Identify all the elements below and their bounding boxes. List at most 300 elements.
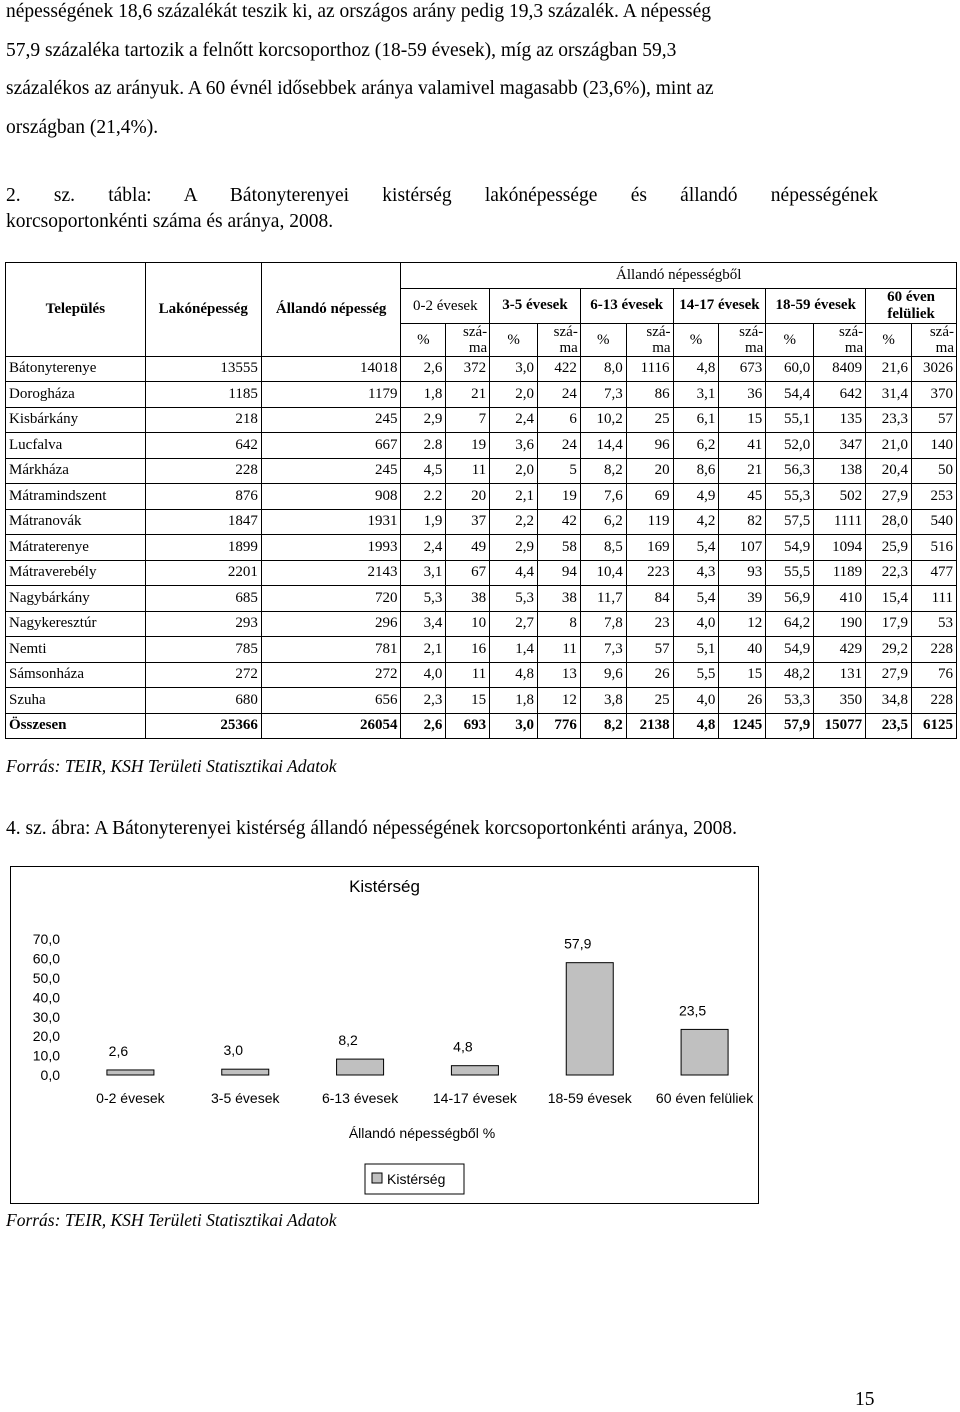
table-cell: 57 xyxy=(912,407,957,433)
table-cell: 138 xyxy=(814,458,866,484)
header-group: Állandó népességből xyxy=(401,263,957,289)
table-cell: 135 xyxy=(814,407,866,433)
table-cell: 656 xyxy=(261,688,401,714)
category-label: 18-59 évesek xyxy=(547,1090,632,1106)
table-cell: 8,2 xyxy=(580,713,626,739)
table-cell: 223 xyxy=(626,560,673,586)
header-percent: % xyxy=(580,323,626,356)
table-cell: 12 xyxy=(719,611,766,637)
table-cell: 6,2 xyxy=(673,433,719,459)
table-cell: 272 xyxy=(145,662,261,688)
table-cell: 4,4 xyxy=(490,560,538,586)
table-caption-line: korcsoportonkénti száma és aránya, 2008. xyxy=(6,211,334,232)
header-telepules: Település xyxy=(6,263,146,357)
table-cell: 6,1 xyxy=(673,407,719,433)
table-cell: 4,9 xyxy=(673,484,719,510)
table-cell: 1111 xyxy=(814,509,866,535)
table-cell: 642 xyxy=(814,382,866,408)
table-cell: 54,4 xyxy=(766,382,814,408)
bar xyxy=(337,1059,384,1075)
table-cell: 7,3 xyxy=(580,382,626,408)
table-cell: 31,4 xyxy=(866,382,912,408)
table-row xyxy=(6,688,957,714)
table-cell: 516 xyxy=(912,535,957,561)
table-cell: 11 xyxy=(538,637,581,663)
table-cell: 54,9 xyxy=(766,637,814,663)
data-label: 23,5 xyxy=(678,1002,707,1019)
header-szama: szá- ma xyxy=(626,323,673,356)
table-cell: 24 xyxy=(538,433,581,459)
table-cell: 1,8 xyxy=(490,688,538,714)
table-cell: 3,8 xyxy=(580,688,626,714)
table-cell: 10,2 xyxy=(580,407,626,433)
table-cell: 245 xyxy=(261,458,401,484)
settlement-name: Dorogháza xyxy=(6,382,146,408)
table-cell: 53 xyxy=(912,611,957,637)
table-cell: 8 xyxy=(538,611,581,637)
table-cell: 1899 xyxy=(145,535,261,561)
table-cell: 2201 xyxy=(145,560,261,586)
table-row xyxy=(6,509,957,535)
header-row xyxy=(6,263,957,289)
table-cell: 84 xyxy=(626,586,673,612)
table-cell: 15,4 xyxy=(866,586,912,612)
table-row xyxy=(6,458,957,484)
table-cell: 57,9 xyxy=(766,713,814,739)
table-cell: 57 xyxy=(626,637,673,663)
table-cell: 7 xyxy=(446,407,490,433)
table-cell: 55,5 xyxy=(766,560,814,586)
table-cell: 667 xyxy=(261,433,401,459)
intro-line: százalékos az arányuk. A 60 évnél idősebbek aránya valamivel magasabb (23,6%), mint az xyxy=(6,78,714,99)
table-cell: 23,5 xyxy=(866,713,912,739)
table-cell: 10 xyxy=(446,611,490,637)
table-cell: 7,3 xyxy=(580,637,626,663)
table-cell: 12 xyxy=(538,688,581,714)
y-tick-label: 60,0 xyxy=(32,950,60,967)
settlement-name: Mátraverebély xyxy=(6,560,146,586)
table-cell: 15077 xyxy=(814,713,866,739)
table-cell: 776 xyxy=(538,713,581,739)
table-cell: 15 xyxy=(719,407,766,433)
table-cell: 25 xyxy=(626,688,673,714)
bar xyxy=(681,1029,728,1075)
category-label: 3-5 évesek xyxy=(211,1090,280,1106)
table-cell: 21,6 xyxy=(866,356,912,382)
table-cell: 3,0 xyxy=(490,713,538,739)
table-cell: 48,2 xyxy=(766,662,814,688)
table-cell: 2,1 xyxy=(490,484,538,510)
table-cell: 4,0 xyxy=(401,662,446,688)
table-cell: 21 xyxy=(446,382,490,408)
table-cell: 9,6 xyxy=(580,662,626,688)
table-cell: 131 xyxy=(814,662,866,688)
table-cell: 4,8 xyxy=(673,713,719,739)
table-cell: 1993 xyxy=(261,535,401,561)
table-cell: 5,3 xyxy=(490,586,538,612)
table-cell: 50 xyxy=(912,458,957,484)
header-lakonepesseg: Lakónépesség xyxy=(145,263,261,357)
table-cell: 42 xyxy=(538,509,581,535)
table-cell: 4,0 xyxy=(673,688,719,714)
header-age-group: 0-2 évesek xyxy=(401,288,490,323)
table-cell: 347 xyxy=(814,433,866,459)
table-cell: 20 xyxy=(446,484,490,510)
table-row xyxy=(6,484,957,510)
header-percent: % xyxy=(766,323,814,356)
table-cell: 28,0 xyxy=(866,509,912,535)
table-cell: 107 xyxy=(719,535,766,561)
table-cell: 11 xyxy=(446,662,490,688)
table-cell: 422 xyxy=(538,356,581,382)
y-tick-label: 20,0 xyxy=(32,1028,60,1045)
category-label: 0-2 évesek xyxy=(96,1090,165,1106)
table-row xyxy=(6,407,957,433)
table-cell: 8409 xyxy=(814,356,866,382)
table-cell: 19 xyxy=(446,433,490,459)
table-cell: 350 xyxy=(814,688,866,714)
table-source: Forrás: TEIR, KSH Területi Statisztikai Adatok xyxy=(6,756,337,776)
table-cell: 2.2 xyxy=(401,484,446,510)
table-cell: 58 xyxy=(538,535,581,561)
table-cell: 56,9 xyxy=(766,586,814,612)
table-cell: 2143 xyxy=(261,560,401,586)
table-cell: 55,3 xyxy=(766,484,814,510)
table-cell: 4,0 xyxy=(673,611,719,637)
table-cell: 3,1 xyxy=(401,560,446,586)
table-cell: 272 xyxy=(261,662,401,688)
table-cell: 372 xyxy=(446,356,490,382)
table-cell: 720 xyxy=(261,586,401,612)
table-cell: 908 xyxy=(261,484,401,510)
table-cell: 26054 xyxy=(261,713,401,739)
settlement-name: Szuha xyxy=(6,688,146,714)
table-cell: 67 xyxy=(446,560,490,586)
table-cell: 685 xyxy=(145,586,261,612)
bar xyxy=(451,1066,498,1075)
legend-label: Kistérség xyxy=(387,1171,446,1187)
table-row xyxy=(6,356,957,382)
header-percent: % xyxy=(673,323,719,356)
table-caption xyxy=(6,183,878,235)
table-cell: 13555 xyxy=(145,356,261,382)
table-cell: 642 xyxy=(145,433,261,459)
table-cell: 190 xyxy=(814,611,866,637)
table-caption-line: 2. sz. tábla: A Bátonyterenyei kistérség lakónépessége és állandó népességének xyxy=(6,185,878,206)
table-cell: 69 xyxy=(626,484,673,510)
table-cell: 23 xyxy=(626,611,673,637)
bar-chart xyxy=(11,867,758,1203)
data-label: 2,6 xyxy=(108,1042,129,1059)
table-cell: 64,2 xyxy=(766,611,814,637)
chart-area xyxy=(10,866,759,1204)
table-cell: 5,3 xyxy=(401,586,446,612)
table-cell: 60,0 xyxy=(766,356,814,382)
table-cell: 5,1 xyxy=(673,637,719,663)
header-age-group: 18-59 évesek xyxy=(766,288,866,323)
table-cell: 1245 xyxy=(719,713,766,739)
bar xyxy=(222,1069,269,1075)
table-cell: 477 xyxy=(912,560,957,586)
table-row xyxy=(6,637,957,663)
table-cell: 21 xyxy=(719,458,766,484)
table-cell: 1094 xyxy=(814,535,866,561)
table-row xyxy=(6,433,957,459)
table-cell: 21,0 xyxy=(866,433,912,459)
table-cell: 228 xyxy=(145,458,261,484)
table-cell: 2.8 xyxy=(401,433,446,459)
table-row xyxy=(6,586,957,612)
table-total-row xyxy=(6,713,957,739)
table-cell: 1,4 xyxy=(490,637,538,663)
table-cell: 55,1 xyxy=(766,407,814,433)
table-cell: 1179 xyxy=(261,382,401,408)
table-cell: 540 xyxy=(912,509,957,535)
intro-line: országban (21,4%). xyxy=(6,116,159,138)
intro-paragraph xyxy=(6,0,878,147)
page-number: 15 xyxy=(855,1389,875,1410)
table-cell: 37 xyxy=(446,509,490,535)
table-cell: 39 xyxy=(719,586,766,612)
settlement-name: Márkháza xyxy=(6,458,146,484)
header-percent: % xyxy=(490,323,538,356)
population-table xyxy=(5,262,957,739)
table-cell: 7,8 xyxy=(580,611,626,637)
table-cell: 1,8 xyxy=(401,382,446,408)
table-cell: 2,6 xyxy=(401,356,446,382)
table-cell: 6 xyxy=(538,407,581,433)
table-cell: 4,8 xyxy=(673,356,719,382)
table-cell: 502 xyxy=(814,484,866,510)
data-label: 57,9 xyxy=(564,935,592,952)
x-axis-title: Állandó népességből % xyxy=(348,1125,496,1141)
table-cell: 876 xyxy=(145,484,261,510)
table-cell: 2,0 xyxy=(490,458,538,484)
table-cell: 1185 xyxy=(145,382,261,408)
table-cell: 13 xyxy=(538,662,581,688)
data-label: 8,2 xyxy=(338,1032,358,1049)
data-label: 3,0 xyxy=(223,1042,243,1059)
table-cell: 119 xyxy=(626,509,673,535)
header-szama: szá- ma xyxy=(912,323,957,356)
table-cell: 14018 xyxy=(261,356,401,382)
table-cell: 53,3 xyxy=(766,688,814,714)
table-cell: 41 xyxy=(719,433,766,459)
table-cell: 693 xyxy=(446,713,490,739)
table-cell: 781 xyxy=(261,637,401,663)
header-age-group: 3-5 évesek xyxy=(490,288,581,323)
y-tick-label: 40,0 xyxy=(32,989,60,1006)
header-age-group: 60 éven felüliek xyxy=(866,288,957,323)
intro-line: népességének 18,6 százalékát teszik ki, az országos arány pedig 19,3 százalék. A népesség xyxy=(6,1,711,22)
table-cell: 26 xyxy=(719,688,766,714)
table-cell: 2,2 xyxy=(490,509,538,535)
table-cell: 673 xyxy=(719,356,766,382)
table-cell: 20,4 xyxy=(866,458,912,484)
table-row xyxy=(6,560,957,586)
table-cell: 10,4 xyxy=(580,560,626,586)
table-cell: 140 xyxy=(912,433,957,459)
table-cell: 4,8 xyxy=(490,662,538,688)
header-szama: szá- ma xyxy=(538,323,581,356)
table-cell: 11,7 xyxy=(580,586,626,612)
table-cell: 86 xyxy=(626,382,673,408)
table-cell: 111 xyxy=(912,586,957,612)
header-szama: szá- ma xyxy=(814,323,866,356)
table-cell: 11 xyxy=(446,458,490,484)
table-cell: 20 xyxy=(626,458,673,484)
table-cell: 36 xyxy=(719,382,766,408)
table-cell: 94 xyxy=(538,560,581,586)
table-cell: 82 xyxy=(719,509,766,535)
settlement-name: Mátramindszent xyxy=(6,484,146,510)
table-cell: 23,3 xyxy=(866,407,912,433)
table-cell: 27,9 xyxy=(866,662,912,688)
table-cell: 8,6 xyxy=(673,458,719,484)
table-cell: 25366 xyxy=(145,713,261,739)
header-szama: szá- ma xyxy=(446,323,490,356)
settlement-name: Nagybárkány xyxy=(6,586,146,612)
table-cell: 293 xyxy=(145,611,261,637)
table-cell: 2,7 xyxy=(490,611,538,637)
category-label: 60 éven felüliek xyxy=(655,1090,754,1106)
table-cell: 96 xyxy=(626,433,673,459)
table-cell: 1116 xyxy=(626,356,673,382)
settlement-name: Kisbárkány xyxy=(6,407,146,433)
table-row xyxy=(6,535,957,561)
settlement-name: Mátraterenye xyxy=(6,535,146,561)
table-cell: 2138 xyxy=(626,713,673,739)
table-cell: 38 xyxy=(446,586,490,612)
table-cell: 429 xyxy=(814,637,866,663)
table-cell: 52,0 xyxy=(766,433,814,459)
header-percent: % xyxy=(866,323,912,356)
table-cell: 27,9 xyxy=(866,484,912,510)
table-cell: 3,4 xyxy=(401,611,446,637)
table-cell: 680 xyxy=(145,688,261,714)
table-cell: 54,9 xyxy=(766,535,814,561)
table-cell: 3,1 xyxy=(673,382,719,408)
table-cell: 29,2 xyxy=(866,637,912,663)
table-row xyxy=(6,662,957,688)
table-cell: 370 xyxy=(912,382,957,408)
table-cell: 2,1 xyxy=(401,637,446,663)
table-cell: 2,0 xyxy=(490,382,538,408)
table-cell: 24 xyxy=(538,382,581,408)
table-cell: 57,5 xyxy=(766,509,814,535)
table-cell: 1,9 xyxy=(401,509,446,535)
table-cell: 17,9 xyxy=(866,611,912,637)
table-cell: 4,2 xyxy=(673,509,719,535)
table-cell: 6125 xyxy=(912,713,957,739)
header-age-group: 6-13 évesek xyxy=(580,288,673,323)
table-cell: 3026 xyxy=(912,356,957,382)
table-row xyxy=(6,382,957,408)
table-cell: 19 xyxy=(538,484,581,510)
bar xyxy=(107,1070,154,1075)
table-cell: 8,5 xyxy=(580,535,626,561)
y-tick-label: 70,0 xyxy=(32,931,60,948)
table-cell: 3,6 xyxy=(490,433,538,459)
header-allando: Állandó népesség xyxy=(261,263,401,357)
table-cell: 15 xyxy=(719,662,766,688)
table-cell: 3,0 xyxy=(490,356,538,382)
table-cell: 1847 xyxy=(145,509,261,535)
settlement-name: Összesen xyxy=(6,713,146,739)
table-cell: 93 xyxy=(719,560,766,586)
table-cell: 5 xyxy=(538,458,581,484)
table-cell: 253 xyxy=(912,484,957,510)
table-cell: 34,8 xyxy=(866,688,912,714)
table-cell: 228 xyxy=(912,637,957,663)
table-row xyxy=(6,611,957,637)
y-tick-label: 30,0 xyxy=(32,1008,60,1025)
table-cell: 49 xyxy=(446,535,490,561)
table-cell: 8,2 xyxy=(580,458,626,484)
table-cell: 169 xyxy=(626,535,673,561)
figure-caption: 4. sz. ábra: A Bátonyterenyei kistérség állandó népességének korcsoportonkénti aránya, 2008. xyxy=(6,818,738,839)
table-cell: 6,2 xyxy=(580,509,626,535)
table-cell: 7,6 xyxy=(580,484,626,510)
data-label: 4,8 xyxy=(453,1038,473,1055)
header-percent: % xyxy=(401,323,446,356)
table-cell: 1189 xyxy=(814,560,866,586)
table-cell: 4,5 xyxy=(401,458,446,484)
table-cell: 76 xyxy=(912,662,957,688)
chart-source: Forrás: TEIR, KSH Területi Statisztikai Adatok xyxy=(6,1210,337,1230)
intro-line: 57,9 százaléka tartozik a felnőtt korcsoporthoz (18-59 évesek), míg az országban 59,3 xyxy=(6,39,677,61)
table-cell: 15 xyxy=(446,688,490,714)
header-szama: szá- ma xyxy=(719,323,766,356)
table-cell: 785 xyxy=(145,637,261,663)
table-cell: 22,3 xyxy=(866,560,912,586)
header-age-group: 14-17 évesek xyxy=(673,288,766,323)
y-tick-label: 0,0 xyxy=(40,1067,60,1083)
table-cell: 228 xyxy=(912,688,957,714)
table-cell: 25,9 xyxy=(866,535,912,561)
table-cell: 16 xyxy=(446,637,490,663)
chart-title: Kistérség xyxy=(349,877,420,896)
table-cell: 26 xyxy=(626,662,673,688)
table-cell: 5,5 xyxy=(673,662,719,688)
table-cell: 2,9 xyxy=(490,535,538,561)
table-cell: 1931 xyxy=(261,509,401,535)
table-cell: 2,3 xyxy=(401,688,446,714)
table-cell: 8,0 xyxy=(580,356,626,382)
settlement-name: Bátonyterenye xyxy=(6,356,146,382)
settlement-name: Sámsonháza xyxy=(6,662,146,688)
category-label: 6-13 évesek xyxy=(321,1090,399,1106)
table-cell: 14,4 xyxy=(580,433,626,459)
table-cell: 45 xyxy=(719,484,766,510)
table-cell: 56,3 xyxy=(766,458,814,484)
table-cell: 410 xyxy=(814,586,866,612)
settlement-name: Lucfalva xyxy=(6,433,146,459)
table-cell: 25 xyxy=(626,407,673,433)
table-cell: 296 xyxy=(261,611,401,637)
bar xyxy=(566,963,613,1075)
table-cell: 2,4 xyxy=(401,535,446,561)
table-cell: 5,4 xyxy=(673,586,719,612)
legend-swatch xyxy=(372,1173,382,1183)
settlement-name: Nagykeresztúr xyxy=(6,611,146,637)
table-cell: 2,9 xyxy=(401,407,446,433)
table-cell: 38 xyxy=(538,586,581,612)
table-cell: 245 xyxy=(261,407,401,433)
table-cell: 4,3 xyxy=(673,560,719,586)
table-cell: 218 xyxy=(145,407,261,433)
y-tick-label: 50,0 xyxy=(32,970,60,986)
